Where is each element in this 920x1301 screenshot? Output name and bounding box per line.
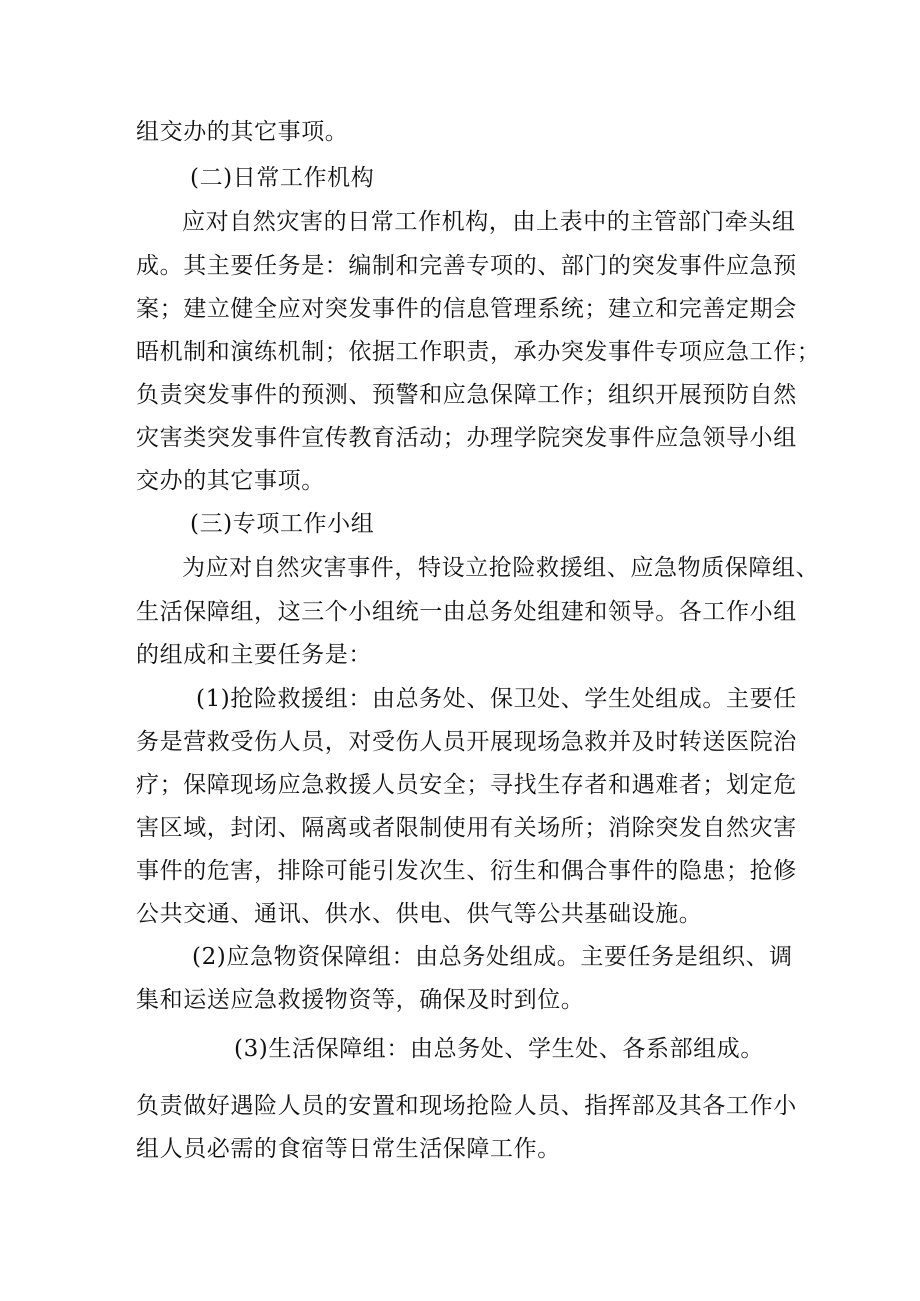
paragraph-line: 成。其主要任务是：编制和完善专项的、部门的突发事件应急预 (136, 253, 797, 279)
paragraph-line: 集和运送应急救援物资等，确保及时到位。 (136, 987, 585, 1013)
paragraph-line: 的组成和主要任务是： (136, 642, 372, 668)
paragraph-line: 灾害类突发事件宣传教育活动；办理学院突发事件应急领导小组 (136, 425, 797, 451)
paragraph-line: 务是营救受伤人员，对受伤人员开展现场急救并及时转送医院治 (136, 729, 797, 755)
section-heading: (三)专项工作小组 (190, 511, 375, 537)
section-heading: (二)日常工作机构 (190, 165, 375, 191)
paragraph-line: 负责做好遇险人员的安置和现场抢险人员、指挥部及其各工作小 (136, 1093, 797, 1119)
paragraph-line: 交办的其它事项。 (136, 468, 325, 494)
paragraph-line: 案；建立健全应对突发事件的信息管理系统；建立和完善定期会 (136, 296, 797, 322)
paragraph-line: 组人员必需的食宿等日常生活保障工作。 (136, 1136, 561, 1162)
paragraph-line: 应对自然灾害的日常工作机构，由上表中的主管部门牵头组 (182, 209, 796, 235)
paragraph-line: 生活保障组，这三个小组统一由总务处组建和领导。各工作小组 (136, 599, 797, 625)
paragraph-line: 害区域，封闭、隔离或者限制使用有关场所；消除突发自然灾害 (136, 815, 797, 841)
paragraph-line: 公共交通、通讯、供水、供电、供气等公共基础设施。 (136, 901, 703, 927)
paragraph-line: 组交办的其它事项。 (136, 119, 349, 145)
list-item-line: (3)生活保障组：由总务处、学生处、各系部组成。 (234, 1036, 764, 1062)
paragraph-line: 事件的危害，排除可能引发次生、衍生和偶合事件的隐患；抢修 (136, 858, 797, 884)
list-item-line: (1)抢险救援组：由总务处、保卫处、学生处组成。主要任 (196, 686, 797, 712)
paragraph-line: 疗；保障现场应急救援人员安全；寻找生存者和遇难者；划定危 (136, 772, 797, 798)
paragraph-line: 负责突发事件的预测、预警和应急保障工作；组织开展预防自然 (136, 382, 797, 408)
paragraph-line: 为应对自然灾害事件，特设立抢险救援组、应急物质保障组、 (182, 555, 820, 581)
paragraph-line: 晤机制和演练机制；依据工作职责，承办突发事件专项应急工作； (136, 339, 821, 365)
list-item-line: (2)应急物资保障组：由总务处组成。主要任务是组织、调 (192, 944, 793, 970)
